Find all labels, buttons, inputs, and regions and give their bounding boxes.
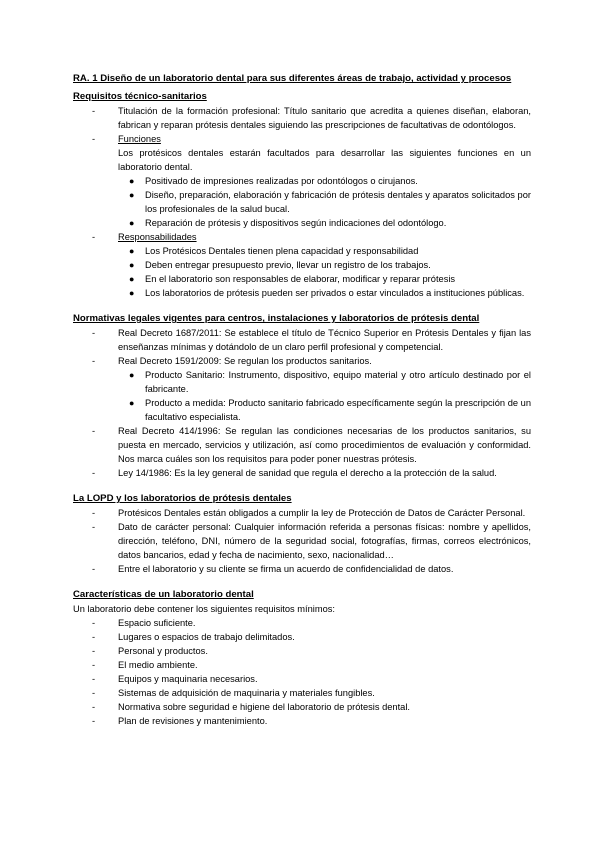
bullet-icon: ● <box>129 274 135 284</box>
section-heading-lopd: La LOPD y los laboratorios de prótesis dentales <box>73 493 292 504</box>
dash-marker: - <box>92 632 96 642</box>
section-heading-requisitos: Requisitos técnico-sanitarios <box>73 91 207 102</box>
bullet-text: Los laboratorios de prótesis pueden ser privados o estar vinculados a instituciones públicas. <box>145 288 525 298</box>
dash-marker: - <box>92 328 96 338</box>
bullet-icon: ● <box>129 260 135 270</box>
bullet-item <box>73 368 531 396</box>
bullet-item <box>73 396 531 424</box>
dash-marker: - <box>92 702 96 712</box>
bullet-text: Diseño, preparación, elaboración y fabricación de prótesis dentales y aparatos solicitados por los profesionales de la salud bucal. <box>145 190 531 214</box>
list-item-text: Equipos y maquinaria necesarios. <box>118 674 258 684</box>
list-item-text: Ley 14/1986: Es la ley general de sanidad que regula el derecho a la protección de la salud. <box>118 468 497 478</box>
funciones-label: Funciones <box>118 134 161 144</box>
bullet-icon: ● <box>129 288 135 298</box>
bullet-icon: ● <box>129 370 135 380</box>
list-item-text: El medio ambiente. <box>118 660 198 670</box>
document-title: RA. 1 Diseño de un laboratorio dental para sus diferentes áreas de trabajo, actividad y procesos <box>73 73 512 84</box>
list-item-text: Sistemas de adquisición de maquinaria y materiales fungibles. <box>118 688 375 698</box>
list-item <box>73 424 531 466</box>
list-item <box>73 658 531 672</box>
dash-marker: - <box>92 564 96 574</box>
dash-marker: - <box>92 688 96 698</box>
list-item-text: Plan de revisiones y mantenimiento. <box>118 716 268 726</box>
list-item <box>73 672 531 686</box>
section-intro: Un laboratorio debe contener los siguientes requisitos mínimos: <box>73 604 336 614</box>
bullet-icon: ● <box>129 190 135 200</box>
dash-marker: - <box>92 468 96 478</box>
bullet-icon: ● <box>129 398 135 408</box>
funciones-text: Los protésicos dentales estarán facultados para desarrollar las siguientes funciones en un laboratorio dental. <box>118 148 531 172</box>
dash-marker: - <box>92 426 96 436</box>
list-item-text: Normativa sobre seguridad e higiene del laboratorio de prótesis dental. <box>118 702 410 712</box>
list-item-text: Real Decreto 1591/2009: Se regulan los productos sanitarios. <box>118 356 372 366</box>
list-item <box>73 354 531 368</box>
section-heading-caracteristicas: Características de un laboratorio dental <box>73 589 254 600</box>
bullet-icon: ● <box>129 246 135 256</box>
list-item-text: Espacio suficiente. <box>118 618 196 628</box>
list-item <box>73 630 531 644</box>
dash-marker: - <box>92 716 96 726</box>
responsabilidades-label: Responsabilidades <box>118 232 197 242</box>
dash-marker: - <box>92 674 96 684</box>
dash-marker: - <box>92 134 96 144</box>
bullet-item <box>73 286 531 300</box>
bullet-text: Producto Sanitario: Instrumento, dispositivo, equipo material y otro artículo destinado por el fabricante. <box>145 370 531 394</box>
list-item <box>73 616 531 630</box>
list-item-text: Protésicos Dentales están obligados a cumplir la ley de Protección de Datos de Carácter Personal. <box>118 508 526 518</box>
dash-marker: - <box>92 106 96 116</box>
bullet-item <box>73 244 531 258</box>
bullet-item <box>73 272 531 286</box>
list-item <box>73 714 531 728</box>
list-item <box>73 104 531 132</box>
bullet-text: Deben entregar presupuesto previo, llevar un registro de los trabajos. <box>145 260 431 270</box>
list-item-text: Lugares o espacios de trabajo delimitados. <box>118 632 295 642</box>
list-item <box>73 562 531 576</box>
list-item <box>73 466 531 480</box>
list-item <box>73 326 531 354</box>
list-item-text: Personal y productos. <box>118 646 208 656</box>
bullet-icon: ● <box>129 218 135 228</box>
bullet-text: Producto a medida: Producto sanitario fabricado específicamente según la prescripción de un facultativo especialista. <box>145 398 531 422</box>
document-page <box>73 72 531 728</box>
bullet-text: En el laboratorio son responsables de elaborar, modificar y reparar prótesis <box>145 274 456 284</box>
dash-marker: - <box>92 508 96 518</box>
bullet-text: Positivado de impresiones realizadas por odontólogos o cirujanos. <box>145 176 418 186</box>
list-item-text: Entre el laboratorio y su cliente se firma un acuerdo de confidencialidad de datos. <box>118 564 454 574</box>
dash-marker: - <box>92 646 96 656</box>
bullet-icon: ● <box>129 176 135 186</box>
list-item <box>73 520 531 562</box>
list-item <box>73 644 531 658</box>
list-item <box>73 686 531 700</box>
list-item <box>73 700 531 714</box>
bullet-text: Reparación de prótesis y dispositivos según indicaciones del odontólogo. <box>145 218 447 228</box>
list-item <box>73 506 531 520</box>
list-item <box>73 132 531 146</box>
list-item-text: Real Decreto 1687/2011: Se establece el título de Técnico Superior en Prótesis Dentales y fijan las enseñanzas mínimas y dotándolo de un claro perfil profesional y competencial. <box>118 328 531 352</box>
list-item <box>73 230 531 244</box>
bullet-text: Los Protésicos Dentales tienen plena capacidad y responsabilidad <box>145 246 419 256</box>
bullet-item <box>73 188 531 216</box>
bullet-item <box>73 258 531 272</box>
dash-marker: - <box>92 232 96 242</box>
dash-marker: - <box>92 660 96 670</box>
list-item-text: Real Decreto 414/1996: Se regulan las condiciones necesarias de los productos sanitarios, su puesta en mercado, servicios y utilización, así como procedimientos de evaluación y conformidad. Nos marca cuáles son los requisitos para poder poner nuestras prótesis. <box>118 426 531 464</box>
dash-marker: - <box>92 618 96 628</box>
list-item-text: Dato de carácter personal: Cualquier información referida a personas físicas: nombre y apellidos, dirección, teléfono, DNI, número de la seguridad social, fotografías, firmas, correos electrónicos, datos bancarios, edad y fecha de nacimiento, sexo, nacionalidad… <box>118 522 531 560</box>
list-item-text: Titulación de la formación profesional: Título sanitario que acredita a quienes diseñan, elaboran, fabrican y reparan prótesis dentales siguiendo las prescripciones de facultativas de odontólogos. <box>118 106 531 130</box>
dash-marker: - <box>92 356 96 366</box>
section-heading-normativas: Normativas legales vigentes para centros, instalaciones y laboratorios de prótesis dental <box>73 313 480 324</box>
bullet-item <box>73 174 531 188</box>
dash-marker: - <box>92 522 96 532</box>
bullet-item <box>73 216 531 230</box>
